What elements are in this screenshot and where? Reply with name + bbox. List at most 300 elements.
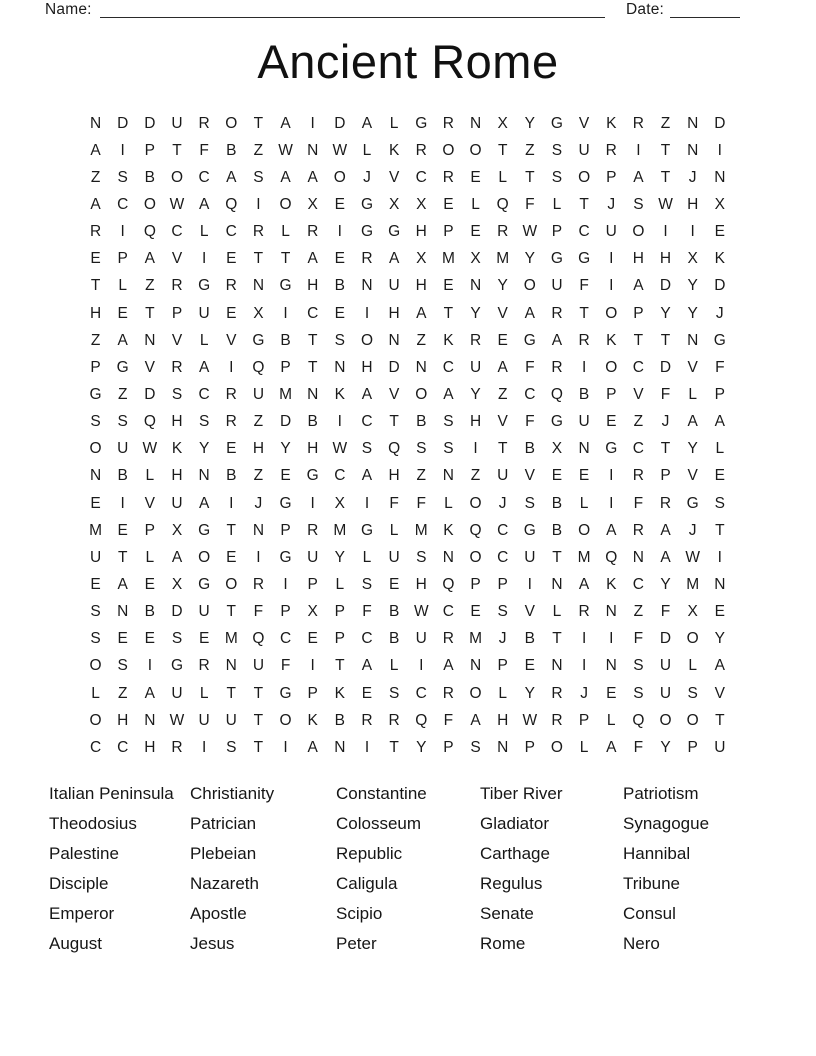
- grid-letter: I: [581, 657, 587, 675]
- grid-letter: B: [280, 331, 291, 349]
- grid-letter: A: [307, 250, 318, 268]
- grid-letter: A: [470, 711, 481, 729]
- grid-letter: A: [90, 141, 101, 159]
- grid-letter: G: [388, 223, 401, 241]
- word-list-item: Tiber River: [480, 784, 563, 803]
- grid-letter: K: [606, 575, 617, 593]
- grid-letter: Y: [334, 548, 345, 566]
- grid-letter: U: [171, 684, 183, 702]
- grid-letter: U: [551, 277, 563, 295]
- grid-letter: N: [89, 467, 102, 485]
- grid-letter: H: [171, 413, 183, 431]
- grid-letter: W: [169, 711, 185, 729]
- grid-letter: E: [226, 548, 237, 566]
- grid-letter: Q: [442, 575, 455, 593]
- grid-letter: Q: [388, 440, 401, 458]
- grid-letter: Z: [416, 467, 426, 485]
- grid-letter: M: [333, 521, 347, 539]
- grid-letter: A: [280, 168, 291, 186]
- word-list-item: Plebeian: [190, 844, 257, 863]
- grid-letter: I: [527, 575, 532, 593]
- grid-letter: K: [307, 711, 318, 729]
- grid-letter: N: [714, 575, 726, 593]
- grid-letter: L: [498, 168, 507, 186]
- grid-letter: H: [117, 711, 129, 729]
- grid-letter: P: [90, 358, 101, 376]
- grid-letter: H: [687, 195, 699, 213]
- word-list-item: Gladiator: [480, 814, 549, 833]
- grid-letter: R: [551, 358, 563, 376]
- grid-letter: E: [90, 575, 101, 593]
- grid-letter: V: [714, 684, 725, 702]
- grid-letter: X: [171, 575, 183, 593]
- grid-letter: P: [443, 738, 454, 756]
- grid-letter: R: [632, 114, 644, 132]
- grid-letter: T: [660, 141, 671, 159]
- grid-letter: J: [715, 304, 724, 322]
- grid-letter: L: [552, 195, 562, 213]
- grid-letter: R: [497, 223, 509, 241]
- grid-letter: N: [551, 657, 563, 675]
- grid-letter: U: [578, 413, 590, 431]
- grid-letter: I: [310, 657, 315, 675]
- grid-letter: Y: [524, 114, 535, 132]
- grid-letter: N: [307, 385, 319, 403]
- name-label: Name:: [45, 1, 92, 18]
- grid-letter: N: [687, 114, 699, 132]
- grid-letter: S: [497, 603, 508, 621]
- grid-letter: Y: [470, 385, 481, 403]
- grid-letter: S: [714, 494, 725, 512]
- grid-letter: A: [280, 114, 291, 132]
- grid-letter: X: [307, 195, 318, 213]
- grid-letter: S: [551, 168, 563, 186]
- grid-letter: G: [523, 521, 536, 539]
- grid-letter: U: [225, 711, 237, 729]
- grid-letter: B: [388, 630, 400, 648]
- grid-letter: S: [388, 684, 400, 702]
- grid-letter: N: [687, 331, 699, 349]
- word-list-item: Jesus: [190, 934, 235, 953]
- grid-letter: D: [144, 385, 156, 403]
- grid-letter: A: [117, 575, 128, 593]
- grid-letter: Y: [497, 277, 508, 295]
- word-list-column: [480, 779, 563, 959]
- grid-letter: C: [334, 467, 346, 485]
- grid-letter: M: [224, 630, 238, 648]
- grid-letter: B: [307, 413, 318, 431]
- grid-letter: A: [361, 114, 373, 132]
- word-list-item: Colosseum: [336, 814, 422, 833]
- grid-letter: O: [279, 711, 292, 729]
- grid-letter: S: [117, 413, 128, 431]
- grid-letter: P: [687, 738, 698, 756]
- grid-letter: G: [279, 494, 292, 512]
- grid-letter: V: [226, 331, 237, 349]
- grid-letter: E: [470, 223, 481, 241]
- grid-letter: R: [578, 603, 590, 621]
- word-list-item: Disciple: [49, 874, 109, 893]
- grid-letter: Y: [660, 304, 671, 322]
- grid-letter: V: [171, 250, 183, 268]
- grid-letter: R: [551, 711, 563, 729]
- grid-letter: R: [442, 168, 454, 186]
- grid-letter: P: [171, 304, 183, 322]
- grid-letter: U: [388, 277, 400, 295]
- grid-letter: V: [687, 358, 698, 376]
- grid-letter: O: [686, 630, 699, 648]
- grid-letter: K: [443, 521, 454, 539]
- grid-letter: O: [89, 657, 102, 675]
- grid-letter: V: [578, 114, 590, 132]
- word-search-grid: [82, 110, 733, 761]
- grid-letter: Z: [416, 331, 426, 349]
- grid-letter: I: [609, 630, 614, 648]
- grid-letter: K: [606, 331, 617, 349]
- grid-letter: E: [144, 575, 156, 593]
- grid-letter: X: [497, 114, 508, 132]
- grid-letter: F: [253, 603, 264, 621]
- grid-letter: N: [605, 657, 617, 675]
- grid-letter: Z: [117, 684, 128, 702]
- grid-letter: V: [388, 385, 400, 403]
- grid-letter: F: [715, 358, 725, 376]
- word-list-item: Palestine: [49, 844, 119, 863]
- grid-letter: L: [91, 684, 100, 702]
- grid-letter: S: [334, 331, 345, 349]
- grid-letter: S: [443, 413, 454, 431]
- grid-letter: A: [144, 684, 156, 702]
- grid-letter: C: [442, 603, 454, 621]
- grid-letter: P: [551, 223, 563, 241]
- grid-letter: E: [388, 575, 400, 593]
- grid-letter: M: [577, 548, 591, 566]
- grid-letter: V: [144, 494, 156, 512]
- grid-letter: B: [578, 385, 590, 403]
- grid-letter: N: [307, 141, 319, 159]
- grid-letter: T: [117, 548, 128, 566]
- grid-letter: N: [687, 141, 699, 159]
- grid-letter: R: [659, 494, 672, 512]
- grid-letter: R: [469, 331, 482, 349]
- grid-letter: E: [198, 630, 210, 648]
- grid-letter: S: [551, 141, 563, 159]
- grid-letter: S: [90, 630, 101, 648]
- grid-letter: L: [145, 548, 155, 566]
- grid-letter: T: [715, 711, 725, 729]
- grid-letter: M: [496, 250, 510, 268]
- grid-letter: N: [551, 575, 563, 593]
- grid-letter: O: [333, 168, 346, 186]
- grid-letter: H: [307, 440, 319, 458]
- grid-letter: T: [660, 331, 671, 349]
- grid-letter: S: [117, 657, 128, 675]
- word-list-item: Italian Peninsula: [49, 784, 174, 803]
- grid-letter: G: [415, 114, 428, 132]
- grid-letter: F: [579, 277, 589, 295]
- grid-letter: N: [632, 548, 644, 566]
- grid-letter: I: [419, 657, 424, 675]
- grid-letter: O: [225, 575, 238, 593]
- grid-letter: U: [578, 141, 590, 159]
- grid-letter: R: [578, 331, 590, 349]
- grid-letter: X: [334, 494, 345, 512]
- grid-letter: A: [226, 168, 237, 186]
- grid-letter: T: [172, 141, 182, 159]
- grid-letter: C: [497, 521, 509, 539]
- grid-letter: P: [144, 141, 156, 159]
- grid-letter: O: [360, 331, 373, 349]
- grid-letter: Q: [496, 195, 509, 213]
- grid-letter: R: [198, 657, 210, 675]
- grid-letter: I: [229, 494, 234, 512]
- grid-letter: L: [118, 277, 128, 295]
- grid-letter: G: [360, 223, 373, 241]
- grid-letter: R: [632, 521, 644, 539]
- grid-letter: R: [442, 684, 454, 702]
- grid-letter: E: [524, 657, 535, 675]
- grid-letter: C: [279, 630, 292, 648]
- grid-letter: T: [90, 277, 101, 295]
- grid-letter: N: [442, 467, 454, 485]
- grid-letter: P: [606, 385, 617, 403]
- grid-letter: T: [579, 304, 589, 322]
- grid-letter: P: [307, 684, 318, 702]
- grid-letter: H: [497, 711, 509, 729]
- grid-letter: I: [690, 223, 695, 241]
- grid-letter: K: [388, 141, 400, 159]
- grid-letter: M: [686, 575, 700, 593]
- grid-letter: P: [443, 223, 454, 241]
- grid-letter: L: [498, 684, 507, 702]
- grid-letter: T: [715, 521, 725, 539]
- grid-letter: L: [389, 114, 399, 132]
- grid-letter: R: [252, 223, 265, 241]
- grid-letter: S: [416, 440, 427, 458]
- grid-letter: K: [171, 440, 183, 458]
- grid-letter: O: [550, 738, 563, 756]
- grid-letter: U: [659, 657, 672, 675]
- grid-letter: O: [686, 711, 699, 729]
- grid-letter: T: [253, 250, 264, 268]
- grid-letter: R: [225, 277, 237, 295]
- grid-letter: F: [525, 413, 535, 431]
- grid-letter: A: [361, 657, 373, 675]
- grid-letter: I: [201, 738, 207, 756]
- grid-letter: O: [170, 168, 184, 186]
- grid-letter: G: [198, 277, 211, 295]
- grid-letter: A: [578, 575, 590, 593]
- grid-letter: T: [660, 440, 671, 458]
- grid-letter: P: [714, 385, 725, 403]
- grid-letter: P: [606, 168, 617, 186]
- grid-letter: B: [388, 603, 400, 621]
- grid-letter: A: [416, 304, 427, 322]
- grid-letter: N: [361, 277, 373, 295]
- grid-letter: G: [306, 467, 319, 485]
- grid-letter: U: [252, 385, 265, 403]
- grid-letter: N: [117, 603, 129, 621]
- grid-letter: V: [388, 168, 400, 186]
- grid-letter: R: [605, 141, 617, 159]
- grid-letter: H: [361, 358, 373, 376]
- grid-letter: C: [442, 358, 454, 376]
- grid-letter: Y: [660, 575, 671, 593]
- grid-letter: T: [389, 413, 399, 431]
- grid-letter: H: [388, 467, 400, 485]
- grid-letter: R: [632, 467, 644, 485]
- word-list-item: Theodosius: [49, 814, 137, 833]
- grid-letter: A: [660, 521, 671, 539]
- grid-letter: E: [90, 494, 101, 512]
- grid-letter: H: [171, 467, 183, 485]
- grid-letter: P: [280, 603, 291, 621]
- grid-letter: S: [524, 494, 535, 512]
- grid-letter: T: [552, 630, 562, 648]
- grid-letter: U: [198, 603, 210, 621]
- grid-letter: K: [606, 114, 617, 132]
- grid-letter: L: [688, 657, 697, 675]
- grid-letter: E: [226, 304, 237, 322]
- grid-letter: X: [714, 195, 725, 213]
- grid-letter: E: [90, 250, 101, 268]
- grid-letter: I: [609, 467, 614, 485]
- grid-letter: F: [443, 711, 454, 729]
- grid-letter: B: [334, 277, 345, 295]
- grid-letter: B: [551, 494, 563, 512]
- grid-letter: K: [714, 250, 725, 268]
- grid-letter: O: [225, 114, 238, 132]
- grid-letter: A: [687, 413, 698, 431]
- grid-letter: H: [632, 250, 644, 268]
- grid-letter: J: [498, 630, 507, 648]
- grid-letter: A: [198, 494, 210, 512]
- grid-letter: N: [714, 168, 726, 186]
- grid-letter: A: [551, 331, 563, 349]
- grid-letter: W: [522, 711, 538, 729]
- grid-letter: X: [687, 250, 698, 268]
- grid-letter: L: [552, 603, 562, 621]
- grid-letter: V: [171, 331, 183, 349]
- grid-letter: V: [524, 603, 535, 621]
- grid-letter: X: [687, 603, 698, 621]
- grid-letter: P: [524, 738, 535, 756]
- grid-letter: C: [524, 385, 536, 403]
- grid-letter: W: [169, 195, 185, 213]
- grid-letter: J: [580, 684, 588, 702]
- grid-letter: S: [633, 657, 644, 675]
- grid-letter: T: [443, 304, 454, 322]
- grid-letter: W: [658, 195, 673, 213]
- word-list-item: Consul: [623, 904, 676, 923]
- grid-letter: Q: [550, 385, 563, 403]
- grid-letter: Y: [416, 738, 427, 756]
- grid-letter: I: [120, 141, 125, 159]
- grid-letter: J: [688, 168, 697, 186]
- grid-letter: S: [226, 738, 237, 756]
- grid-letter: R: [361, 711, 373, 729]
- grid-letter: S: [90, 413, 101, 431]
- grid-letter: G: [360, 195, 373, 213]
- grid-letter: X: [253, 304, 264, 322]
- grid-letter: G: [523, 331, 536, 349]
- grid-letter: G: [360, 521, 373, 539]
- grid-letter: O: [279, 195, 292, 213]
- grid-letter: L: [471, 195, 480, 213]
- grid-letter: R: [361, 250, 373, 268]
- grid-letter: I: [717, 548, 722, 566]
- grid-letter: T: [253, 684, 264, 702]
- grid-letter: O: [578, 521, 591, 539]
- grid-letter: M: [414, 521, 428, 539]
- grid-letter: I: [364, 304, 370, 322]
- grid-letter: F: [525, 358, 535, 376]
- grid-letter: U: [171, 494, 183, 512]
- grid-letter: U: [469, 358, 482, 376]
- grid-letter: Y: [524, 250, 535, 268]
- word-list-column: [49, 779, 174, 959]
- grid-letter: A: [714, 657, 725, 675]
- word-list-item: Senate: [480, 904, 534, 923]
- grid-letter: G: [170, 657, 184, 675]
- grid-letter: F: [660, 385, 671, 403]
- grid-letter: H: [415, 277, 427, 295]
- grid-letter: K: [334, 385, 345, 403]
- grid-letter: A: [497, 358, 508, 376]
- grid-letter: U: [714, 738, 726, 756]
- grid-letter: A: [633, 277, 644, 295]
- grid-letter: O: [442, 141, 455, 159]
- grid-letter: W: [142, 440, 158, 458]
- word-list-item: Constantine: [336, 784, 427, 803]
- grid-letter: L: [335, 575, 345, 593]
- grid-letter: N: [469, 657, 482, 675]
- grid-letter: S: [633, 195, 644, 213]
- grid-letter: C: [632, 575, 644, 593]
- grid-letter: A: [443, 657, 454, 675]
- grid-letter: F: [633, 494, 644, 512]
- word-list-item: Patrician: [190, 814, 257, 833]
- word-list-item: Apostle: [190, 904, 247, 923]
- grid-letter: I: [256, 548, 261, 566]
- page-title: Ancient Rome: [257, 35, 559, 88]
- grid-letter: K: [443, 331, 454, 349]
- grid-letter: Q: [252, 358, 265, 376]
- grid-letter: J: [254, 494, 263, 512]
- grid-letter: C: [117, 195, 129, 213]
- grid-letter: I: [364, 738, 370, 756]
- word-list-item: Scipio: [336, 904, 383, 923]
- grid-letter: C: [198, 168, 210, 186]
- grid-letter: C: [171, 223, 183, 241]
- grid-letter: R: [307, 223, 319, 241]
- grid-letter: F: [633, 738, 644, 756]
- header-fill-in-row: [0, 0, 816, 24]
- grid-letter: N: [605, 603, 617, 621]
- grid-letter: U: [497, 467, 509, 485]
- grid-letter: I: [364, 494, 370, 512]
- grid-letter: E: [497, 331, 508, 349]
- grid-letter: A: [307, 738, 318, 756]
- grid-letter: X: [388, 195, 400, 213]
- grid-letter: D: [334, 114, 346, 132]
- grid-letter: I: [609, 277, 614, 295]
- grid-letter: H: [144, 738, 156, 756]
- grid-letter: N: [388, 331, 400, 349]
- grid-letter: P: [307, 575, 318, 593]
- grid-letter: O: [605, 304, 618, 322]
- grid-letter: M: [469, 630, 482, 648]
